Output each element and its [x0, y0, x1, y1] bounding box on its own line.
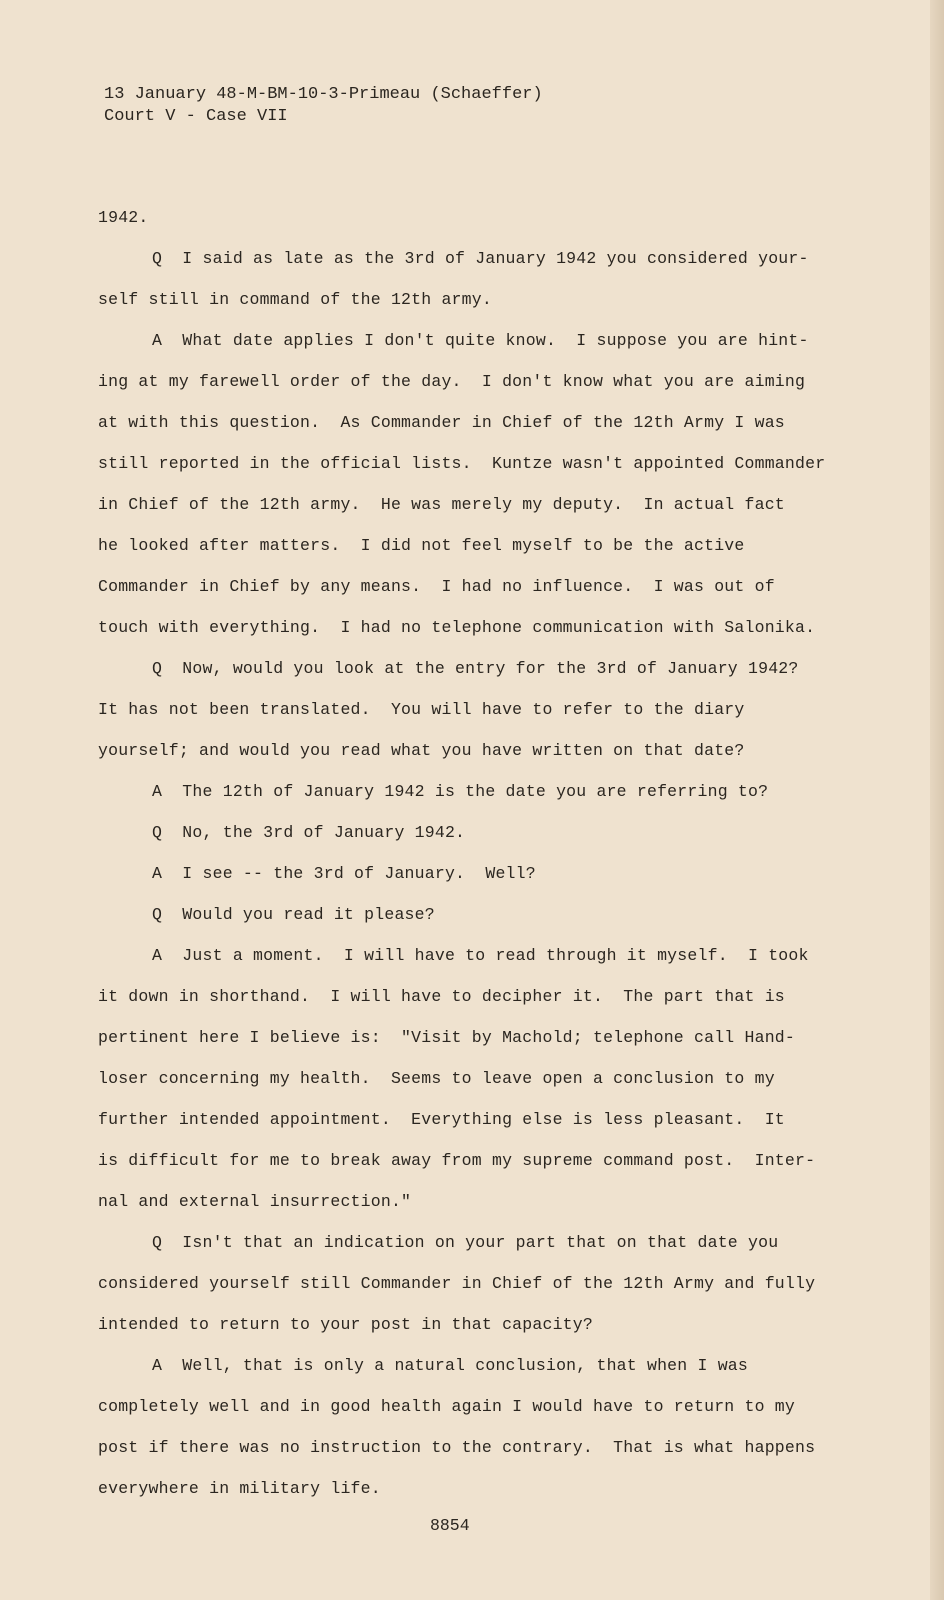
text-line: touch with everything. I had no telephone communication with Salonika. [98, 618, 816, 637]
text-line: A The 12th of January 1942 is the date you are referring to? [152, 782, 769, 801]
text-line: nal and external insurrection." [98, 1192, 412, 1211]
text-line: Commander in Chief by any means. I had no influence. I was out of [98, 577, 775, 596]
text-line: intended to return to your post in that capacity? [98, 1315, 593, 1334]
text-line: still reported in the official lists. Kuntze wasn't appointed Commander [98, 454, 826, 473]
text-line: Q Now, would you look at the entry for the 3rd of January 1942? [152, 659, 799, 678]
page-number: 8854 [430, 1516, 470, 1535]
text-line: Q No, the 3rd of January 1942. [152, 823, 466, 842]
text-line: Q I said as late as the 3rd of January 1942 you considered your- [152, 249, 809, 268]
header-line-court: Court V - Case VII [104, 107, 288, 126]
text-line: post if there was no instruction to the contrary. That is what happens [98, 1438, 816, 1457]
text-line: Q Isn't that an indication on your part that on that date you [152, 1233, 779, 1252]
text-line: self still in command of the 12th army. [98, 290, 492, 309]
header-line-date-id: 13 January 48-M-BM-10-3-Primeau (Schaeffer) [104, 85, 543, 104]
text-line: ing at my farewell order of the day. I don't know what you are aiming [98, 372, 806, 391]
text-line: considered yourself still Commander in Chief of the 12th Army and fully [98, 1274, 816, 1293]
text-line: Q Would you read it please? [152, 905, 435, 924]
text-line: A I see -- the 3rd of January. Well? [152, 864, 536, 883]
text-line: in Chief of the 12th army. He was merely my deputy. In actual fact [98, 495, 785, 514]
text-line: pertinent here I believe is: "Visit by Machold; telephone call Hand- [98, 1028, 796, 1047]
text-line: it down in shorthand. I will have to decipher it. The part that is [98, 987, 785, 1006]
text-line: loser concerning my health. Seems to leave open a conclusion to my [98, 1069, 775, 1088]
text-line: It has not been translated. You will have to refer to the diary [98, 700, 745, 719]
text-line: everywhere in military life. [98, 1479, 381, 1498]
text-line: A What date applies I don't quite know. I suppose you are hint- [152, 331, 809, 350]
page-edge [930, 0, 944, 1600]
document-header [104, 84, 543, 128]
text-line: A Just a moment. I will have to read through it myself. I took [152, 946, 809, 965]
text-line: completely well and in good health again I would have to return to my [98, 1397, 796, 1416]
text-line: yourself; and would you read what you have written on that date? [98, 741, 745, 760]
text-line: A Well, that is only a natural conclusion, that when I was [152, 1356, 748, 1375]
text-line: 1942. [98, 208, 149, 227]
text-line: at with this question. As Commander in Chief of the 12th Army I was [98, 413, 785, 432]
text-line: further intended appointment. Everything else is less pleasant. It [98, 1110, 785, 1129]
text-line: is difficult for me to break away from my supreme command post. Inter- [98, 1151, 816, 1170]
transcript-body [98, 206, 838, 1518]
text-line: he looked after matters. I did not feel myself to be the active [98, 536, 745, 555]
